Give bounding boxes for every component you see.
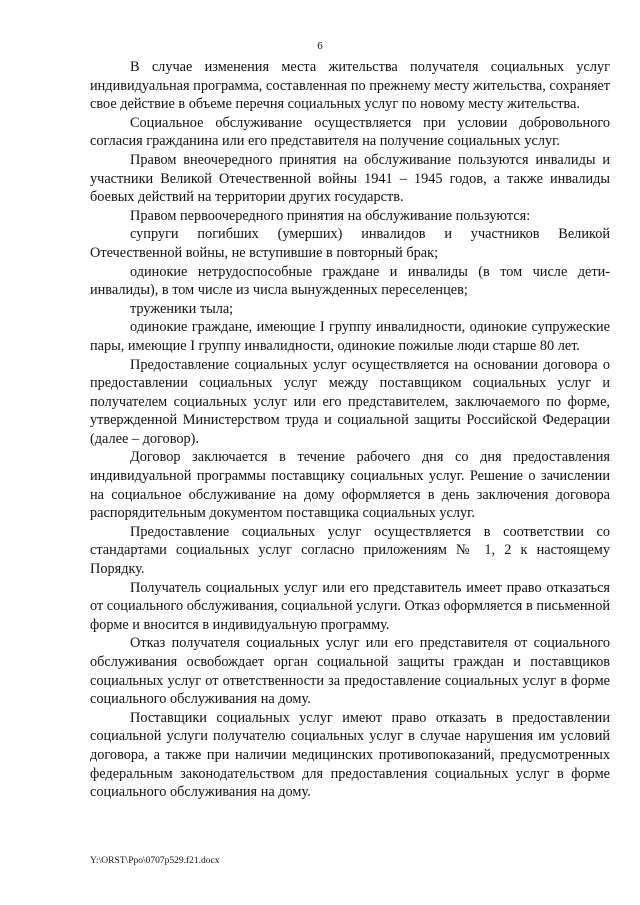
paragraph-right-to-refuse: Получатель социальных услуг или его представитель имеет право отказаться от социального обслуживания, социальной услуги. Отказ оформляется в письменной форме и вносится в индивидуальную программу. xyxy=(90,579,610,633)
paragraph-refusal-consequences: Отказ получателя социальных услуг или его представителя от социального обслуживания освобождает орган социальной защиты граждан и поставщиков социальных услуг от ответственности за предоставление социальных услуг в форме социального обслуживания на дому. xyxy=(90,635,610,708)
page-number: 6 xyxy=(317,40,323,52)
list-item-lonely-disabled: одинокие нетрудоспособные граждане и инвалиды (в том числе дети-инвалиды), в том числе из числа вынужденных переселенцев; xyxy=(90,263,610,299)
list-item-home-front-workers: труженики тыла; xyxy=(130,300,234,317)
paragraph-priority-first-intro: Правом первоочередного принятия на обслуживание пользуются: xyxy=(130,207,531,224)
list-item-widows: супруги погибших (умерших) инвалидов и участников Великой Отечественной войны, не вступившие в повторный брак; xyxy=(90,226,610,261)
paragraph-provider-refusal: Поставщики социальных услуг имеют право отказать в предоставлении социальной услуги получателю социальных услуг в случае нарушения им условий договора, а также при наличии медицинских противопоказаний, предусмотренных федеральным законодательством для предоставления социальных услуг в форме социального обслуживания на дому. xyxy=(90,709,610,801)
document-body xyxy=(90,58,610,802)
list-item-lonely-group-one: одинокие граждане, имеющие I группу инвалидности, одинокие супружеские пары, имеющие I группу инвалидности, одинокие пожилые люди старше 80 лет. xyxy=(90,319,610,354)
paragraph-change-of-residence: В случае изменения места жительства получателя социальных услуг индивидуальная программа, составленная по прежнему месту жительства, сохраняет свое действие в объеме перечня социальных услуг по новому месту жительства. xyxy=(90,59,610,113)
paragraph-contract-basis: Предоставление социальных услуг осуществляется на основании договора о предоставлении социальных услуг между поставщиком социальных услуг и получателем социальных услуг или его представителем, заключаемого по форме, утвержденной Министерством труда и социальной защиты Российской Федерации (далее – договор). xyxy=(90,356,610,447)
paragraph-service-standards: Предоставление социальных услуг осуществляется в соответствии со стандартами социальных услуг согласно приложениям № 1, 2 к настоящему Порядку. xyxy=(90,523,610,578)
paragraph-priority-out-of-turn: Правом внеочередного принятия на обслуживание пользуются инвалиды и участники Великой Отечественной войны 1941 – 1945 годов, а также инвалиды боевых действий на территории других государств. xyxy=(90,151,610,206)
paragraph-contract-conclusion: Договор заключается в течение рабочего дня со дня предоставления индивидуальной программы поставщику социальных услуг. Решение о зачислении на социальное обслуживание на дому оформляется в день заключения договора распорядительным документом поставщика социальных услуг. xyxy=(90,449,610,522)
footer-file-path: Y:\ORST\Ppo\0707p529.f21.docx xyxy=(90,856,220,866)
paragraph-voluntary-consent: Социальное обслуживание осуществляется при условии добровольного согласия гражданина или его представителя на получение социальных услуг. xyxy=(90,114,610,150)
